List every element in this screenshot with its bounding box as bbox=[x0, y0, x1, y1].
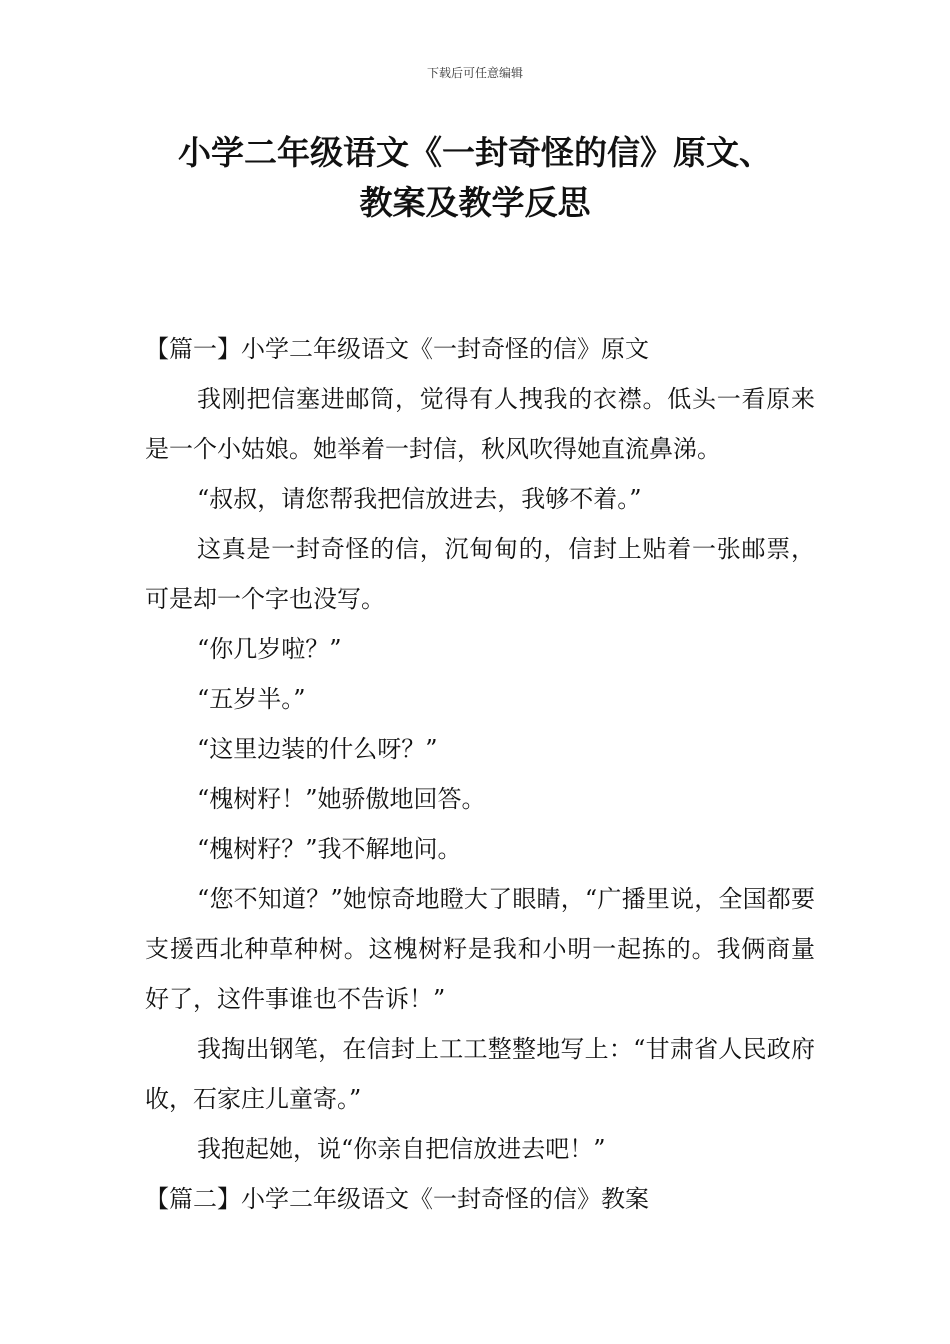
paragraph: “您不知道？”她惊奇地瞪大了眼睛，“广播里说，全国都要支援西北种草种树。这槐树籽是我和小明一起拣的。我俩商量好了，这件事谁也不告诉！” bbox=[145, 885, 815, 1013]
paragraph: “你几岁啦？” bbox=[197, 635, 342, 663]
paragraph: “槐树籽？”我不解地问。 bbox=[197, 835, 462, 863]
document-body bbox=[145, 324, 815, 1224]
title-line-2: 教案及教学反思 bbox=[359, 183, 591, 222]
paragraph: “叔叔，请您帮我把信放进去，我够不着。” bbox=[197, 485, 642, 513]
paragraph: 这真是一封奇怪的信，沉甸甸的，信封上贴着一张邮票，可是却一个字也没写。 bbox=[145, 535, 815, 613]
section-heading: 【篇一】小学二年级语文《一封奇怪的信》原文 bbox=[145, 335, 649, 363]
paragraph: 我掏出钢笔，在信封上工工整整地写上：“甘肃省人民政府收，石家庄儿童寄。” bbox=[145, 1035, 815, 1113]
section-heading: 【篇二】小学二年级语文《一封奇怪的信》教案 bbox=[145, 1185, 649, 1213]
paragraph: 我刚把信塞进邮筒，觉得有人拽我的衣襟。低头一看原来是一个小姑娘。她举着一封信，秋风吹得她直流鼻涕。 bbox=[145, 385, 815, 463]
document-title bbox=[100, 128, 850, 228]
paragraph: “五岁半。” bbox=[197, 685, 306, 713]
title-line-1: 小学二年级语文《一封奇怪的信》原文、 bbox=[178, 133, 772, 172]
paragraph: 我抱起她，说“你亲自把信放进去吧！” bbox=[197, 1135, 606, 1163]
paragraph: “这里边装的什么呀？” bbox=[197, 735, 438, 763]
paragraph: “槐树籽！”她骄傲地回答。 bbox=[197, 785, 486, 813]
header-note: 下载后可任意编辑 bbox=[426, 66, 523, 80]
